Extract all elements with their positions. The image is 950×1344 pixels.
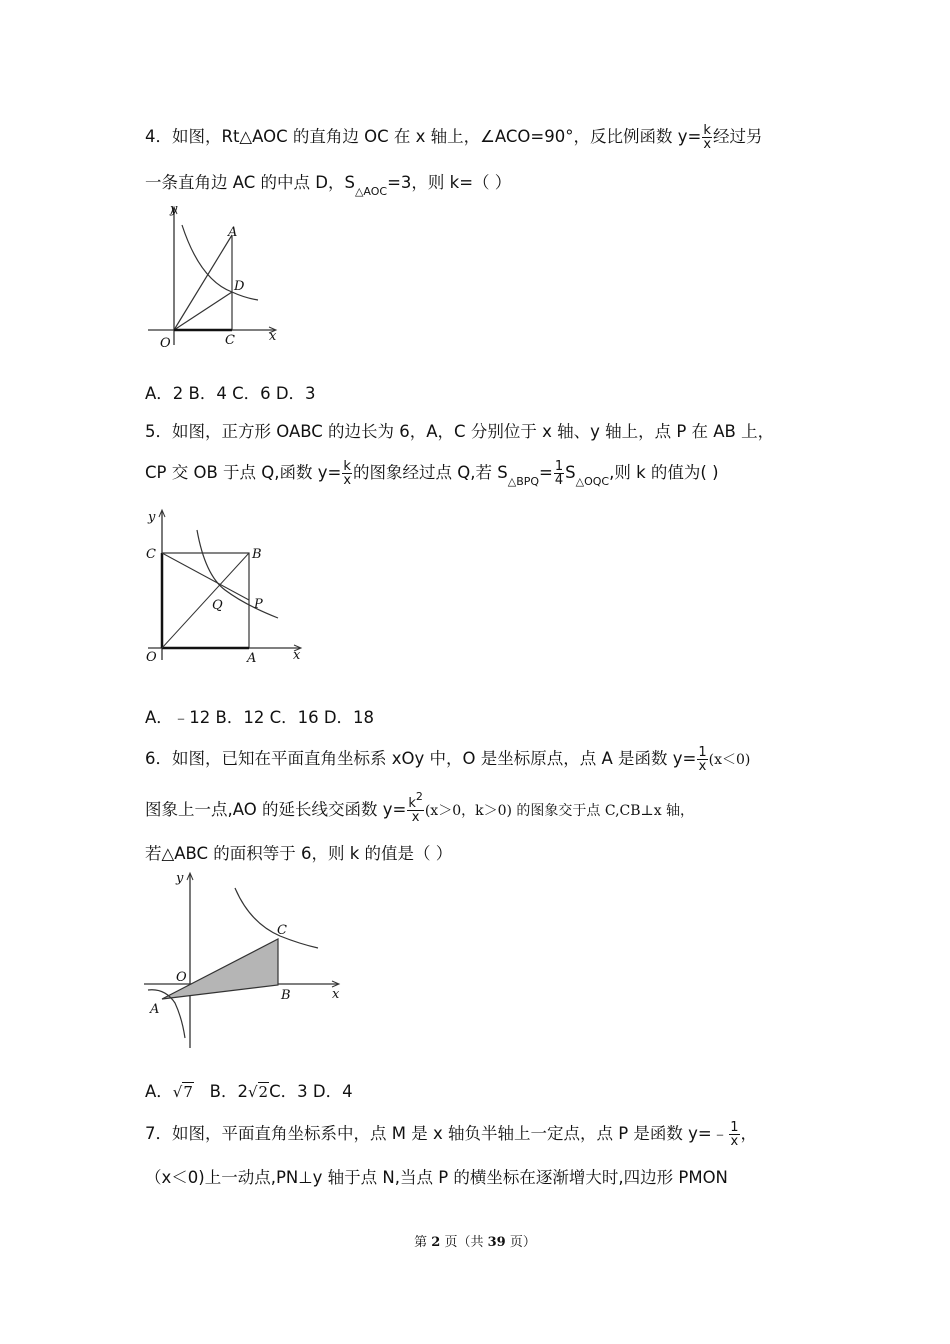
diagonal-OB [162,553,249,648]
q6-text: (x＞0，k＞0) 的图象交于点 C,CB⊥x 轴， [424,803,695,819]
q5-fraction-quarter [554,460,564,487]
frac-numerator [407,790,424,811]
label-y: y [148,510,156,525]
hyperbola-right [235,888,318,948]
q4-options: A．2 B．4 C．6 D．3 [145,384,316,403]
q5-text: 的图象经过点 Q,若 S [353,463,508,482]
line-OD [174,292,232,330]
radicand: 2 [258,1083,269,1101]
q5-figure [140,505,310,665]
frac-denominator: x [730,1134,739,1149]
label-D: D [234,279,245,294]
option-label: C．3 D．4 [269,1082,353,1101]
radicand: 7 [183,1083,193,1101]
footer-text: 第 [414,1235,432,1250]
frac-denominator: 4 [554,473,564,488]
q7-line1 [145,1121,757,1148]
total-pages: 39 [487,1235,506,1250]
footer-text: 页） [505,1235,536,1250]
frac-denominator: x [703,137,712,152]
label-y: y [176,871,184,886]
label-y: y [170,202,178,217]
frac-denominator: x [343,473,352,488]
label-A: A [247,651,257,665]
label-B: B [281,988,291,1003]
label-O: O [146,650,157,665]
frac-numerator: 1 [554,459,564,474]
subscript: △BPQ [507,475,540,488]
q7-fraction [729,1121,739,1148]
page-number: 2 [431,1235,441,1250]
q4-figure [140,200,290,355]
subscript: △AOC [354,185,388,198]
q4-line1 [145,124,763,151]
hyperbola [197,530,278,618]
frac-denominator: x [411,810,420,825]
label-C: C [225,333,235,348]
q6-fraction-k2 [407,790,424,825]
q4-text: 一条直角边 AC 的中点 D，S [145,173,355,192]
label-x: x [332,987,340,1002]
q4-line2 [145,172,511,196]
frac-denominator: x [698,759,707,774]
q4-text: 4．如图，Rt△AOC 的直角边 OC 在 x 轴上，∠ACO=90°，反比例函数 y= [145,127,702,146]
q5-text: S [565,463,576,482]
label-P: P [254,597,263,612]
sqrt-2: √2 [247,1083,269,1101]
label-C: C [146,547,156,562]
q4-text: =3，则 k=（ ） [387,173,512,192]
label-A: A [228,225,238,240]
q4-text: 经过另 [713,127,763,146]
line-OA [174,235,232,330]
subscript: △OQC [575,475,610,488]
superscript: 2 [415,790,423,803]
q5-text: = [539,463,553,482]
q4-fraction [702,124,712,151]
q7-line2: （x＜0)上一动点,PN⊥y 轴于点 N,当点 P 的横坐标在逐渐增大时,四边形 PMON [145,1168,728,1187]
q7-text: ， [740,1124,758,1143]
label-x: x [269,329,277,344]
label-O: O [160,336,171,351]
option-label: A． [145,1082,173,1101]
label-A: A [150,1002,160,1017]
q7-text: 7．如图，平面直角坐标系中，点 M 是 x 轴负半轴上一定点，点 P 是函数 y=﹣ [145,1124,729,1143]
q5-options: A．﹣12 B．12 C．16 D．18 [145,708,375,727]
frac-numerator: k [703,123,711,138]
q6-line2 [145,790,695,825]
q6-text: 6．如图，已知在平面直角坐标系 xOy 中，O 是坐标原点，点 A 是函数 y= [145,749,697,768]
k: k [408,796,416,811]
frac-numerator: 1 [730,1120,739,1135]
label-C: C [277,923,287,938]
label-Q: Q [212,598,223,613]
q6-options [145,1081,353,1103]
label-O: O [176,970,187,985]
hyperbola [182,225,258,300]
q6-text: (x＜0) [708,752,751,768]
triangle-ABC [162,939,278,999]
q5-line1: 5．如图，正方形 OABC 的边长为 6，A，C 分别位于 x 轴、y 轴上，点 P 在 AB 上， [145,422,775,441]
q6-figure [140,868,350,1053]
q6-text: 图象上一点,AO 的延长线交函数 y= [145,800,407,819]
q5-line2 [145,460,719,487]
sqrt-7: √7 [172,1083,193,1101]
footer-text: 页（共 [440,1235,488,1250]
q6-fraction [697,746,707,773]
q5-fraction [342,460,352,487]
q5-text: CP 交 OB 于点 Q,函数 y= [145,463,342,482]
option-label: B．2 [209,1082,248,1101]
label-B: B [252,547,262,562]
label-x: x [293,648,301,663]
q6-line3: 若△ABC 的面积等于 6，则 k 的值是（ ） [145,844,453,863]
frac-numerator: k [343,459,351,474]
page-footer [0,1231,950,1250]
q6-line1 [145,746,750,773]
frac-numerator: 1 [698,745,707,760]
q5-text: ,则 k 的值为( ) [609,463,719,482]
